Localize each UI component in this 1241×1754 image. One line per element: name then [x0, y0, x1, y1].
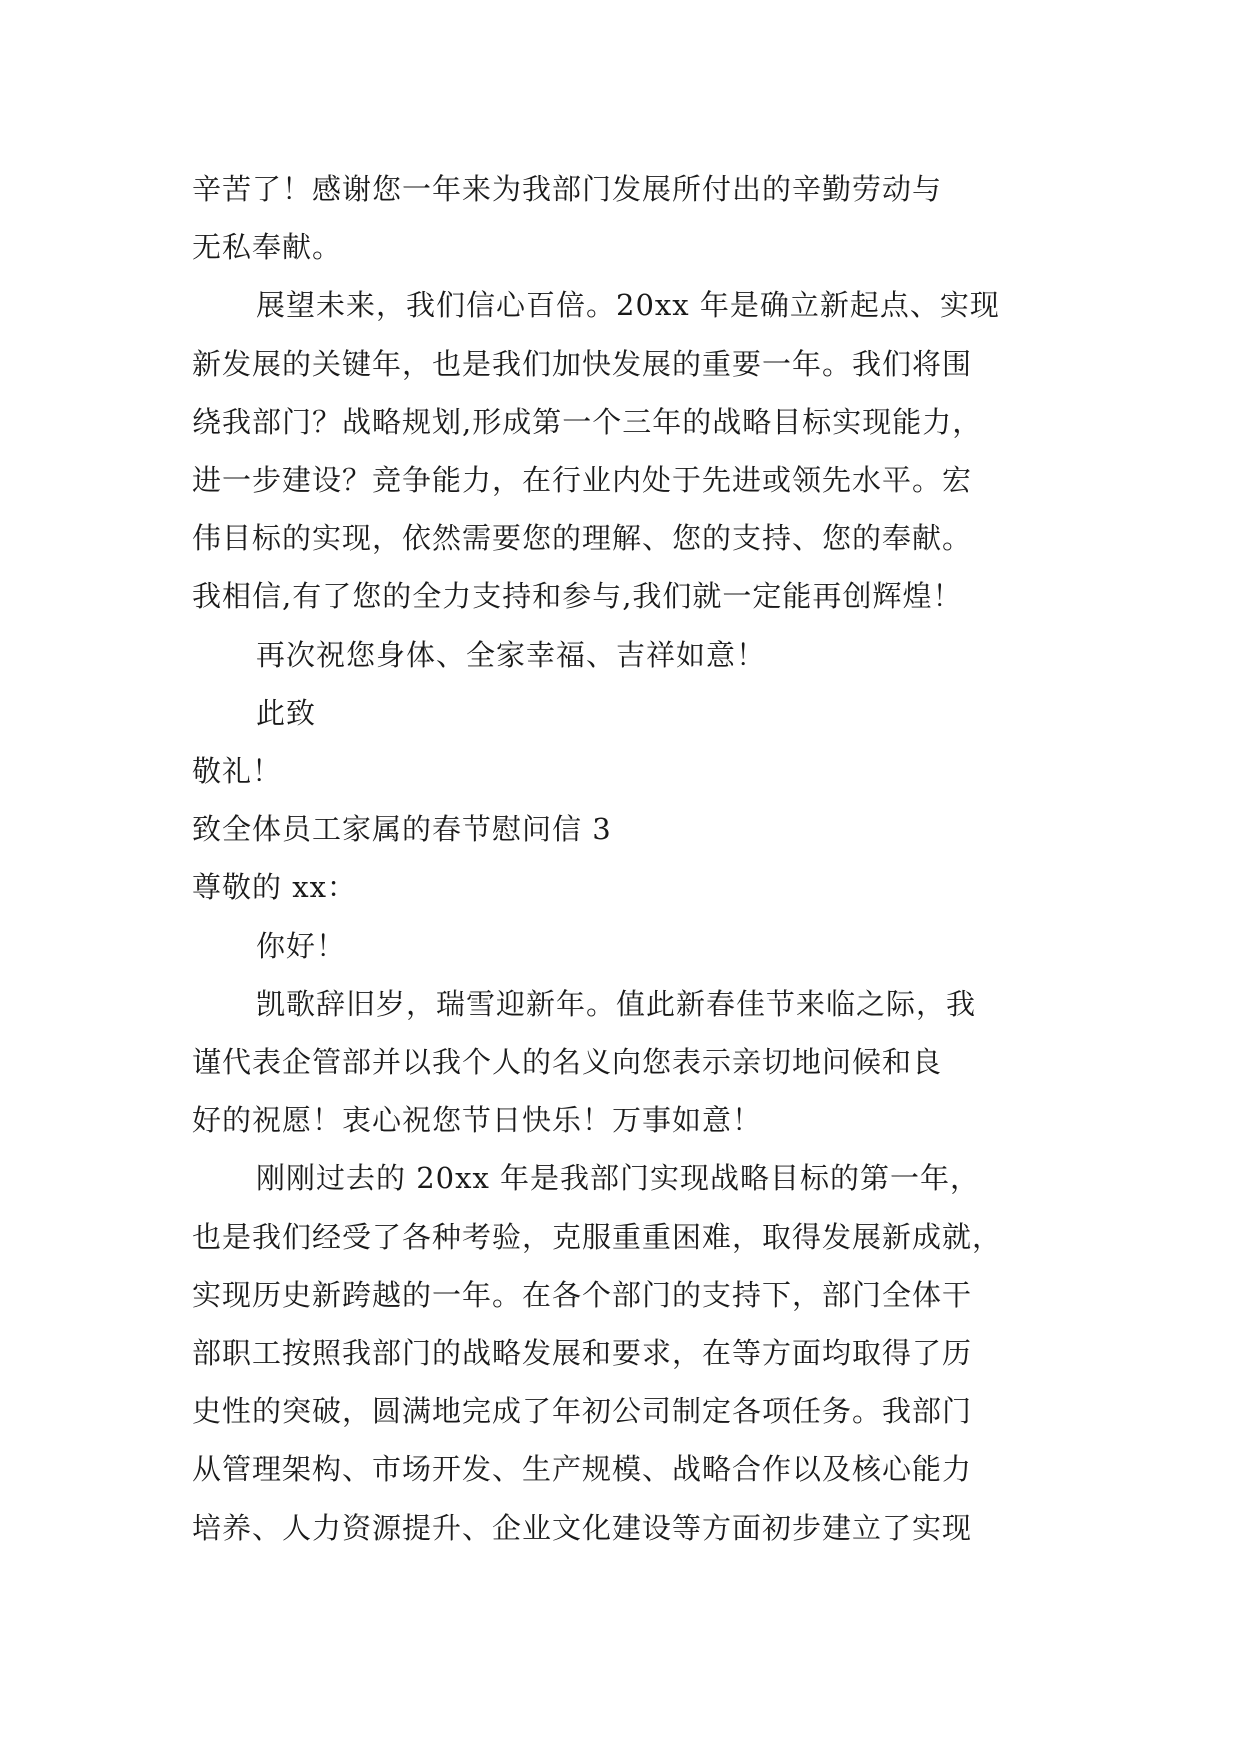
text-line: 致全体员工家属的春节慰问信 3	[192, 812, 612, 847]
text-line: 培养、人力资源提升、企业文化建设等方面初步建立了实现	[192, 1510, 973, 1545]
closing-salutation	[192, 684, 1072, 742]
paragraph-review	[192, 1149, 1072, 1556]
text-line: 新发展的关键年，也是我们加快发展的重要一年。我们将围	[192, 346, 973, 381]
text-line: 再次祝您身体、全家幸福、吉祥如意！	[256, 637, 767, 672]
greeting-hello	[192, 917, 1072, 975]
paragraph-blessing	[192, 626, 1072, 684]
text-line: 好的祝愿！衷心祝您节日快乐！万事如意！	[192, 1103, 763, 1138]
text-line: 我相信,有了您的全力支持和参与,我们就一定能再创辉煌！	[192, 579, 963, 614]
text-line: 辛苦了！感谢您一年来为我部门发展所付出的辛勤劳动与	[192, 172, 943, 206]
text-line: 刚刚过去的 20xx 年是我部门实现战略目标的第一年，	[256, 1161, 981, 1196]
text-line: 部职工按照我部门的战略发展和要求，在等方面均取得了历	[192, 1336, 973, 1371]
greeting-addressee	[192, 858, 1072, 916]
text-line: 从管理架构、市场开发、生产规模、战略合作以及核心能力	[192, 1452, 973, 1487]
text-line: 谨代表企管部并以我个人的名义向您表示亲切地问候和良	[192, 1045, 943, 1080]
text-line: 实现历史新跨越的一年。在各个部门的支持下，部门全体干	[192, 1277, 973, 1312]
text-line: 敬礼！	[192, 754, 283, 789]
text-line: 尊敬的 xx：	[192, 870, 357, 905]
paragraph-new-year	[192, 975, 1072, 1150]
text-line: 凯歌辞旧岁，瑞雪迎新年。值此新春佳节来临之际，我	[256, 986, 977, 1021]
text-line: 伟目标的实现，依然需要您的理解、您的支持、您的奉献。	[192, 521, 973, 556]
text-line: 绕我部门？战略规划,形成第一个三年的战略目标实现能力，	[192, 404, 983, 439]
letter-body	[192, 160, 1072, 1557]
paragraph-thanks	[192, 160, 1072, 276]
paragraph-outlook	[192, 276, 1072, 625]
text-line: 也是我们经受了各种考验，克服重重困难，取得发展新成就，	[192, 1219, 1003, 1254]
text-line: 无私奉献。	[192, 230, 343, 265]
letter-title	[192, 800, 1072, 858]
text-line: 史性的突破，圆满地完成了年初公司制定各项任务。我部门	[192, 1394, 973, 1429]
text-line: 你好！	[256, 928, 347, 963]
text-line: 展望未来，我们信心百倍。20xx 年是确立新起点、实现	[256, 288, 1000, 323]
text-line: 此致	[256, 695, 317, 730]
text-line: 进一步建设？竞争能力，在行业内处于先进或领先水平。宏	[192, 463, 973, 498]
closing-regards	[192, 742, 1072, 800]
